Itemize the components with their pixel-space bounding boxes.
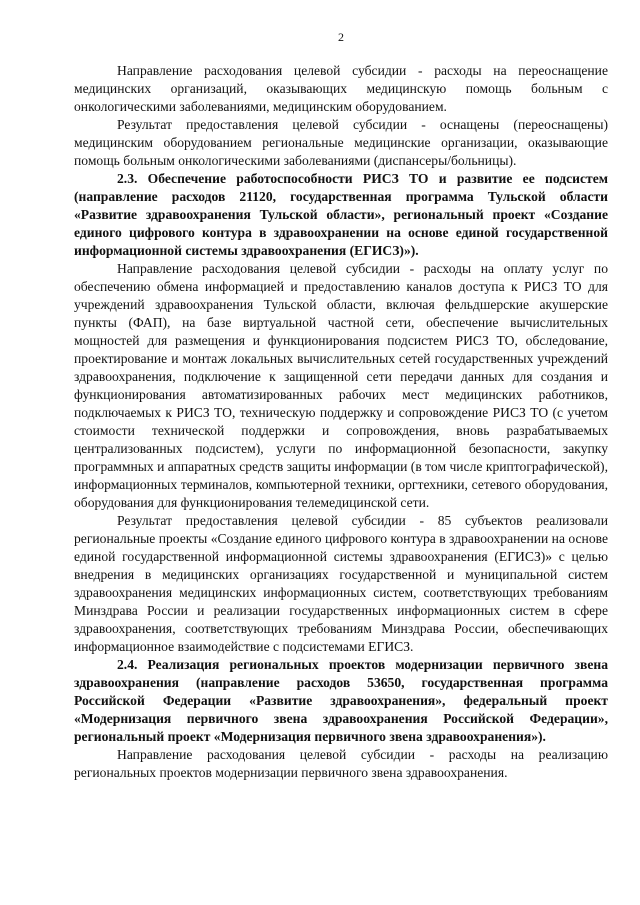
paragraph-text: Результат предоставления целевой субсидии - 85 субъектов реализовали региональные проекты «Создание единого цифрового контура в здравоохранении на основе единой государственной информационной системы здравоохранения (ЕГИСЗ)» с целью внедрения в медицинских организациях государственной и муниципальной систем здравоохранения медицинских информационных систем, соответствующих требованиям Минздрава России и реализации государственных информационных систем в сфере здравоохранения, соответствующих требованиям Минздрава России, обеспечивающих информационное взаимодействие с подсистемами ЕГИСЗ. [74, 513, 608, 654]
paragraph-text: Направление расходования целевой субсидии - расходы на переоснащение медицинских организаций, оказывающих медицинскую помощь больным с онкологическими заболеваниями, медицинским оборудованием. [74, 63, 608, 114]
document-page [74, 30, 608, 782]
paragraph-text: Направление расходования целевой субсидии - расходы на оплату услуг по обеспечению обмена информацией и предоставлению каналов доступа к РИСЗ ТО для учреждений здравоохранения Тульской области, включая фельдшерские акушерские пункты (ФАП), на базе виртуальной частной сети, обеспечение вычислительных мощностей для размещения и функционирования подсистем РИСЗ ТО, обследование, проектирование и монтаж локальных вычислительных сетей государственных учреждений здравоохранения, подключение к защищенной сети передачи данных для создания и функционирования автоматизированных рабочих мест медицинских работников, подключаемых к РИСЗ ТО, техническую поддержку и сопровождение РИСЗ ТО (с учетом стоимости технической поддержки и сопровождения, вновь разрабатываемых централизованных подсистем), услуги по информационной безопасности, закупку программных и аппаратных средств защиты информации (в том числе криптографической), информационных терминалов, компьютерной техники, оргтехники, сетевого оборудования, оборудования для функционирования телемедицинской сети. [74, 261, 608, 510]
section-heading: 2.4. Реализация региональных проектов модернизации первичного звена здравоохранения (направление расходов 53650, государственная программа Российской Федерации «Развитие здравоохранения», федеральный проект «Модернизация первичного звена здравоохранения Российской Федерации», региональный проект «Модернизация первичного звена здравоохранения»). [74, 657, 608, 744]
page-number: 2 [338, 30, 344, 44]
section-heading: 2.3. Обеспечение работоспособности РИСЗ ТО и развитие ее подсистем (направление расходов 21120, государственная программа Тульской области «Развитие здравоохранения Тульской области», региональный проект «Создание единого цифрового контура в здравоохранении на основе единой государственной информационной системы здравоохранения (ЕГИСЗ)»). [74, 171, 608, 258]
paragraph-text: Результат предоставления целевой субсидии - оснащены (переоснащены) медицинским оборудованием региональные медицинские организации, оказывающие помощь больным онкологическими заболеваниями (диспансеры/больницы). [74, 117, 608, 168]
paragraph-text: Направление расходования целевой субсидии - расходы на реализацию региональных проектов модернизации первичного звена здравоохранения. [74, 747, 608, 780]
